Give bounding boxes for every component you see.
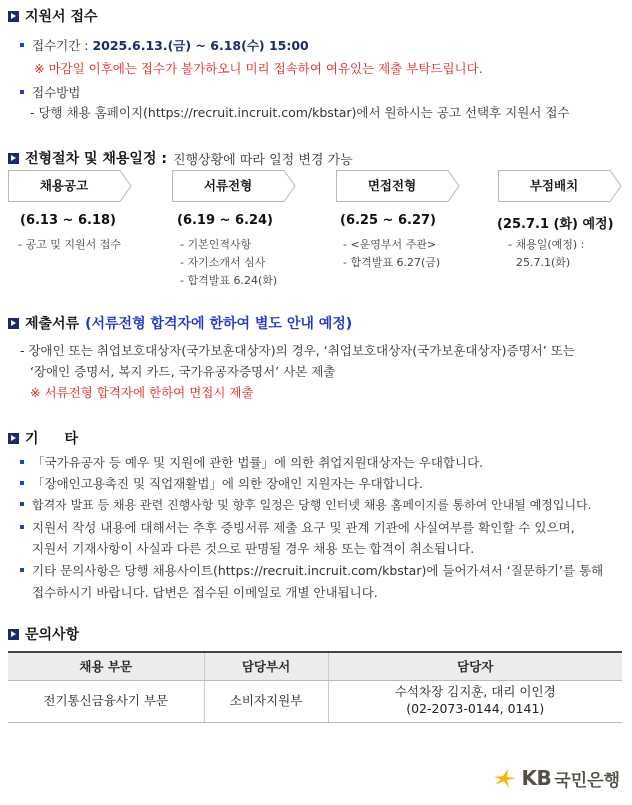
section-arrow-icon [8, 11, 19, 22]
section-title-text: 지원서 접수 [25, 9, 98, 25]
step-label: 부점배치 [529, 178, 579, 193]
bullet-icon [20, 43, 24, 47]
section-title [8, 624, 624, 644]
contact-names: 수석차장 김지훈, 대리 이인경 [394, 684, 556, 700]
step-label: 서류전형 [203, 178, 253, 193]
contact-phone: (02-2073-0144, 0141) [406, 701, 545, 716]
section-contact [8, 624, 624, 644]
column-header: 채용 부문 [8, 652, 204, 680]
section-title-text: 타 [64, 431, 79, 447]
deadline-warning: ※ 마감일 이후에는 접수가 불가하오니 미리 접속하여 여유있는 제출 부탁드립니다. [34, 61, 483, 76]
step-date: (25.7.1 (화) 예정) [497, 217, 614, 232]
section-documents [8, 313, 624, 333]
etc-item-text: 기타 문의사항은 당행 채용사이트(https://recruit.incruit.com/kbstar)에 들어가셔서 ‘질문하기’를 통해 [32, 563, 604, 578]
step-detail: - 공고 및 지원서 접수 [18, 238, 121, 251]
kb-logo [492, 766, 620, 790]
bullet-icon [20, 460, 24, 464]
section-arrow-icon [8, 629, 19, 640]
table-cell: 소비자지원부 [204, 680, 328, 722]
table-cell [328, 680, 622, 722]
section-application [8, 6, 624, 26]
section-arrow-icon [8, 153, 19, 164]
section-title [8, 6, 624, 26]
bullet-icon [20, 481, 24, 485]
column-header: 담당자 [328, 652, 622, 680]
section-arrow-icon [8, 318, 19, 329]
table-row [8, 680, 622, 722]
bullet-icon [20, 525, 24, 529]
method-detail: - 당행 채용 홈페이지(https://recruit.incruit.com/kbstar)에서 원하시는 공고 선택후 지원서 접수 [30, 105, 570, 120]
table-cell: 전기통신금융사기 부문 [8, 680, 204, 722]
table-header-row [8, 652, 622, 680]
bullet-icon [20, 90, 24, 94]
method-line [20, 83, 80, 101]
etc-item-text: 지원서 기재사항이 사실과 다른 것으로 판명될 경우 채용 또는 합격이 취소됩니다. [32, 541, 475, 556]
step-detail: - 채용일(예정) : [508, 238, 585, 251]
logo-kb-text: KB [521, 766, 552, 790]
documents-line: ‘장애인 증명서, 복지 카드, 국가유공자증명서’ 사본 제출 [30, 364, 336, 379]
step-detail: - 합격발표 6.24(화) [180, 274, 278, 287]
step-date: (6.19 ~ 6.24) [177, 213, 273, 228]
section-title-text: 전형절차 및 채용일정 : [25, 151, 167, 167]
etc-item [20, 496, 592, 513]
etc-item-text: 「장애인고용촉진 및 직업재활법」에 의한 장애인 지원자는 우대합니다. [32, 476, 423, 491]
step-detail: - 자기소개서 심사 [180, 256, 266, 269]
etc-item-text: 「국가유공자 등 예우 및 지원에 관한 법률」에 의한 취업지원대상자는 우대합니다. [32, 455, 484, 470]
etc-item [20, 453, 483, 471]
method-label: 접수방법 [32, 85, 81, 100]
section-title-note: (서류전형 합격자에 한하여 별도 안내 예정) [85, 316, 353, 332]
period-value: 2025.6.13.(금) ~ 6.18(수) 15:00 [92, 38, 309, 53]
section-title [8, 313, 624, 333]
column-header: 담당부서 [204, 652, 328, 680]
step-detail: 25.7.1(화) [516, 256, 571, 269]
contact-table [8, 651, 622, 723]
etc-item [20, 474, 423, 492]
step-detail: - 합격발표 6.27(금) [343, 256, 441, 269]
step-date: (6.13 ~ 6.18) [20, 213, 116, 228]
step-detail: - <운영부서 주관> [343, 238, 437, 251]
etc-item-text: 접수하시기 바랍니다. 답변은 접수된 이메일로 개별 안내됩니다. [32, 585, 378, 600]
section-process [8, 148, 624, 168]
etc-item [20, 518, 575, 536]
section-subtitle: 진행상황에 따라 일정 변경 가능 [172, 152, 353, 168]
section-title [8, 148, 624, 168]
bullet-icon [20, 568, 24, 572]
kb-star-icon [492, 767, 518, 789]
section-title-text: 기 [25, 431, 39, 447]
step-label: 면접전형 [367, 178, 417, 193]
etc-item [20, 561, 603, 579]
period-line [20, 36, 309, 54]
section-arrow-icon [8, 433, 19, 444]
documents-line: - 장애인 또는 취업보호대상자(국가보훈대상자)의 경우, ‘취업보호대상자(국가보훈대상자)증명서’ 또는 [20, 343, 575, 358]
step-date: (6.25 ~ 6.27) [340, 213, 436, 228]
bullet-icon [20, 502, 24, 506]
section-etc [8, 428, 624, 448]
etc-item-text: 합격자 발표 등 채용 관련 진행사항 및 향후 일정은 당행 인터넷 채용 홈페이지를 통하여 안내될 예정입니다. [32, 498, 592, 512]
section-title [8, 428, 624, 448]
section-title-text: 문의사항 [25, 627, 80, 643]
logo-bank-text: 국민은행 [554, 770, 620, 791]
step-detail: - 기본인적사항 [180, 238, 252, 251]
section-title-text: 제출서류 [25, 316, 80, 332]
period-label: 접수기간 : [32, 38, 93, 53]
documents-warning: ※ 서류전형 합격자에 한하여 면접시 제출 [30, 385, 254, 400]
etc-item-text: 지원서 작성 내용에 대해서는 추후 증빙서류 제출 요구 및 관계 기관에 사실여부를 확인할 수 있으며, [32, 520, 575, 535]
step-label: 채용공고 [39, 178, 89, 193]
